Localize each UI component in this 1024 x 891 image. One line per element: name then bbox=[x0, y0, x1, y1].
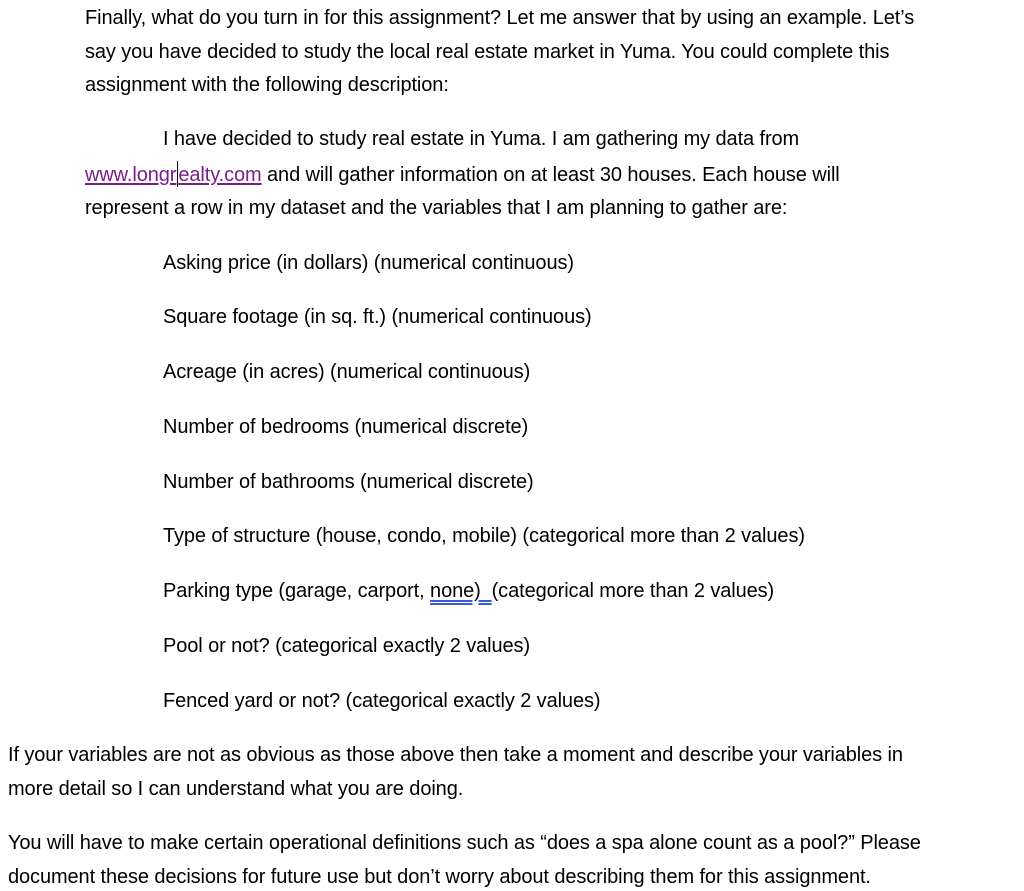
variable-item: Number of bedrooms (numerical discrete) bbox=[163, 416, 529, 438]
variable-item: Fenced yard or not? (categorical exactly 2 values) bbox=[163, 690, 601, 712]
quote-line-2 bbox=[85, 161, 840, 187]
variable-item: Square footage (in sq. ft.) (numerical continuous) bbox=[163, 306, 592, 328]
variable-item: Acreage (in acres) (numerical continuous) bbox=[163, 361, 531, 383]
outro-line-3: You will have to make certain operational definitions such as “does a spa alone count as a pool?” Please bbox=[8, 832, 921, 854]
variable-item: Number of bathrooms (numerical discrete) bbox=[163, 471, 534, 493]
outro-line-1: If your variables are not as obvious as those above then take a moment and describe your variables in bbox=[8, 744, 903, 766]
variable-item-parking: Parking type (garage, carport, none) (categorical more than 2 values) bbox=[163, 580, 775, 602]
variable-item: Asking price (in dollars) (numerical continuous) bbox=[163, 252, 574, 274]
quote-line-1: I have decided to study real estate in Yuma. I am gathering my data from bbox=[163, 128, 800, 150]
outro-line-2: more detail so I can understand what you are doing. bbox=[8, 778, 464, 800]
variable-item: Pool or not? (categorical exactly 2 values) bbox=[163, 635, 530, 657]
outro-line-4: document these decisions for future use but don’t worry about describing them for this assignment. bbox=[8, 866, 871, 888]
website-link[interactable]: www.longr ealty.com bbox=[85, 164, 262, 186]
intro-line-3: assignment with the following description: bbox=[85, 74, 449, 96]
variable-item: Type of structure (house, condo, mobile) (categorical more than 2 values) bbox=[163, 525, 805, 547]
quote-line-3: represent a row in my dataset and the variables that I am planning to gather are: bbox=[85, 197, 788, 219]
intro-line-2: say you have decided to study the local real estate market in Yuma. You could complete this bbox=[85, 41, 890, 63]
quote-line-2-rest: and will gather information on at least 30 houses. Each house will bbox=[261, 164, 840, 186]
intro-line-1: Finally, what do you turn in for this assignment? Let me answer that by using an example. Let’s bbox=[85, 7, 915, 29]
grammar-flag[interactable]: none) bbox=[430, 580, 492, 602]
